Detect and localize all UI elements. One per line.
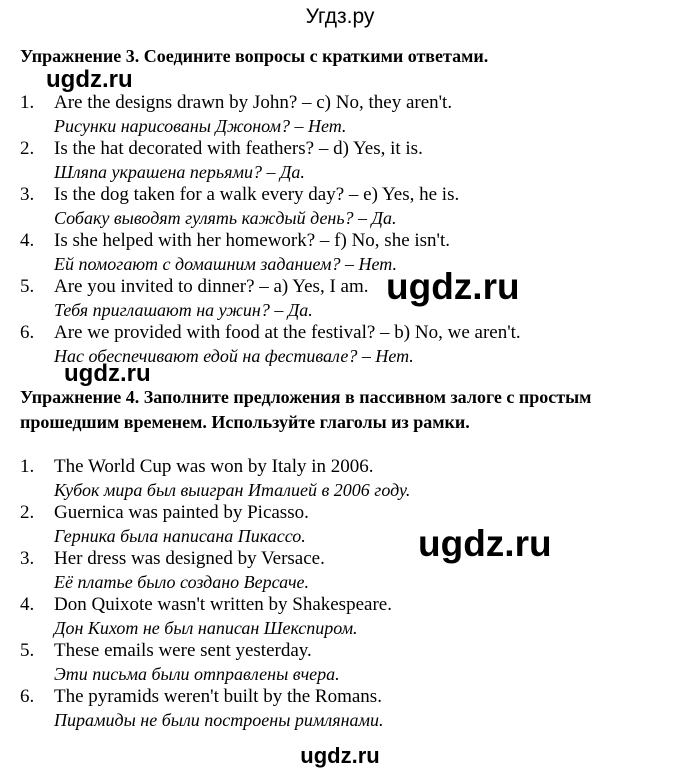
english-sentence: Is the dog taken for a walk every day? – e) Yes, he is.: [54, 184, 460, 205]
english-sentence: Don Quixote wasn't written by Shakespeare.: [54, 594, 392, 615]
russian-translation: Тебя приглашают на ужин? – Да.: [54, 300, 313, 320]
list-item: [20, 593, 670, 639]
exercise-3-list: [20, 91, 670, 367]
item-number: 5.: [20, 276, 35, 297]
english-sentence: Guernica was painted by Picasso.: [54, 502, 309, 523]
russian-translation: Собаку выводят гулять каждый день? – Да.: [54, 208, 397, 228]
list-item: [20, 547, 670, 593]
russian-translation: Герника была написана Пикассо.: [54, 526, 306, 546]
item-number: 3.: [20, 548, 35, 569]
item-number: 1.: [20, 92, 35, 113]
item-number: 6.: [20, 322, 35, 343]
russian-translation: Шляпа украшена перьями? – Да.: [54, 162, 305, 182]
list-item: [20, 455, 670, 501]
exercise-4-heading: Упражнение 4. Заполните предложения в пассивном залоге с простым прошедшим временем. Используйте глаголы из рамки.: [20, 387, 592, 432]
exercise-4-list: [20, 455, 670, 731]
list-item: [20, 275, 670, 321]
russian-translation: Ей помогают с домашним заданием? – Нет.: [54, 254, 397, 274]
list-item: [20, 91, 670, 137]
watermark: ugdz.ru: [46, 66, 133, 93]
english-sentence: Is she helped with her homework? – f) No, she isn't.: [54, 230, 451, 251]
english-sentence: Her dress was designed by Versace.: [54, 548, 325, 569]
english-sentence: The World Cup was won by Italy in 2006.: [54, 456, 374, 477]
list-item: [20, 137, 670, 183]
site-title: Угдз.ру: [305, 5, 375, 28]
item-number: 2.: [20, 502, 35, 523]
item-number: 1.: [20, 456, 35, 477]
english-sentence: Are the designs drawn by John? – c) No, they aren't.: [54, 92, 453, 113]
english-sentence: The pyramids weren't built by the Romans.: [54, 686, 382, 707]
item-number: 5.: [20, 640, 35, 661]
list-item: [20, 183, 670, 229]
item-number: 6.: [20, 686, 35, 707]
list-item: [20, 685, 670, 731]
english-sentence: Is the hat decorated with feathers? – d) Yes, it is.: [54, 138, 423, 159]
watermark: ugdz.ru: [418, 523, 552, 564]
russian-translation: Эти письма были отправлены вчера.: [54, 664, 340, 684]
russian-translation: Рисунки нарисованы Джоном? – Нет.: [54, 116, 347, 136]
list-item: [20, 229, 670, 275]
item-number: 3.: [20, 184, 35, 205]
watermark: ugdz.ru: [386, 266, 520, 307]
english-sentence: Are you invited to dinner? – a) Yes, I am.: [54, 276, 369, 297]
list-item: [20, 639, 670, 685]
item-number: 2.: [20, 138, 35, 159]
list-item: [20, 501, 670, 547]
item-number: 4.: [20, 230, 35, 251]
watermark: ugdz.ru: [64, 360, 151, 387]
english-sentence: Are we provided with food at the festival? – b) No, we aren't.: [54, 322, 521, 343]
russian-translation: Пирамиды не были построены римлянами.: [54, 710, 384, 730]
english-sentence: These emails were sent yesterday.: [54, 640, 312, 661]
russian-translation: Дон Кихот не был написан Шекспиром.: [54, 618, 358, 638]
item-number: 4.: [20, 594, 35, 615]
russian-translation: Кубок мира был выигран Италией в 2006 году.: [54, 480, 411, 500]
russian-translation: Её платье было создано Версаче.: [54, 572, 310, 592]
russian-translation: Нас обеспечивают едой на фестивале? – Нет.: [54, 346, 414, 366]
footer-watermark: ugdz.ru: [300, 743, 380, 768]
exercise-3-heading: Упражнение 3. Соедините вопросы с краткими ответами.: [20, 46, 489, 66]
